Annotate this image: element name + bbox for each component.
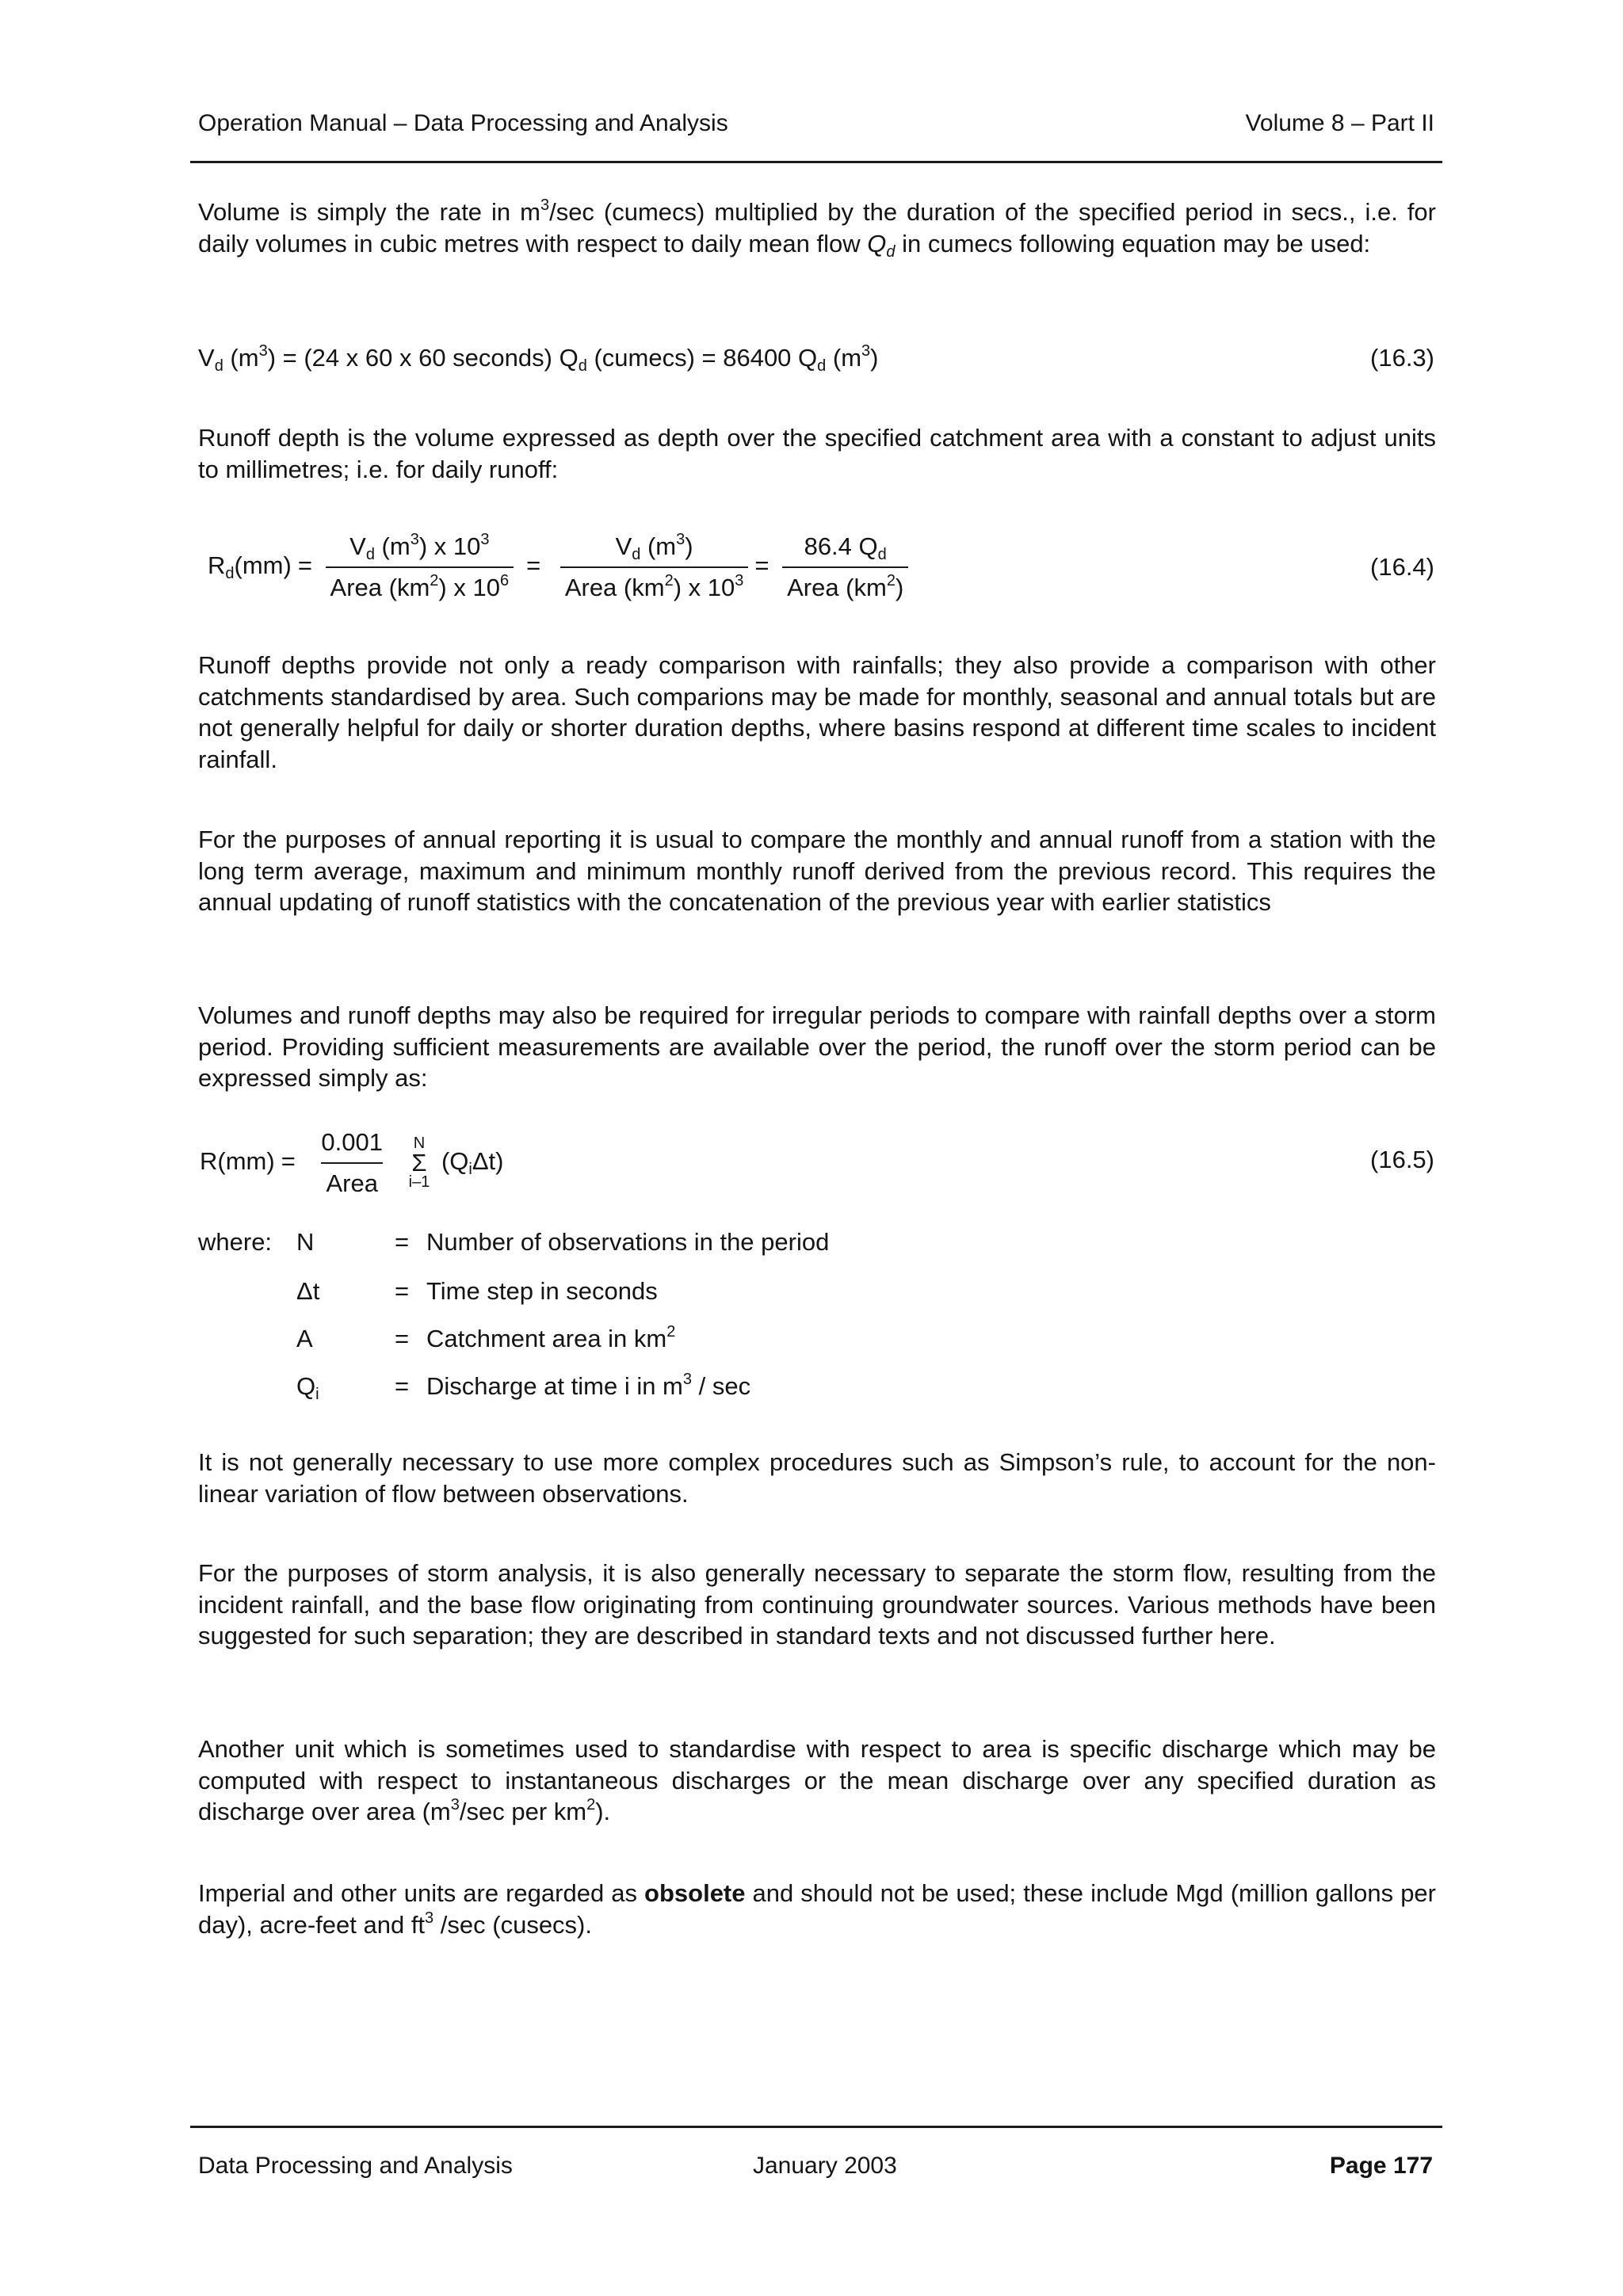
equation-16-3: $V_d$ $(m^3) = (24$ x 60 x 60 seconds) $Q_d$ (cumecs) = 86400 $Q_d$ $(m^3)$ (198, 342, 879, 375)
equation-number-16-3: (16.3) (1370, 344, 1434, 372)
where-equals: = (395, 1372, 410, 1400)
paragraph-runoff-comparison: Runoff depths provide not only a ready comparison with rainfalls; they also provide a comparison with other catchments standardised by area. Such comparions may be made for monthly, seasonal and annual totals but are not generally helpful for daily or shorter duration depths, where basins respond at different time scales to incident rainfall. (198, 651, 1436, 773)
paragraph-annual-reporting: For the purposes of annual reporting it is usual to compare the monthly and annual runoff from a station with the long term average, maximum and minimum monthly runoff derived from the previous record. This requires the annual updating of runoff statistics with the concatenation of the previous year with earlier statistics (198, 826, 1436, 916)
paragraph-runoff-depth: Runoff depth is the volume expressed as depth over the specified catchment area with a constant to adjust units to millimetres; i.e. for daily runoff: (198, 424, 1436, 483)
page-number: Page 177 (1329, 2153, 1433, 2179)
fraction-3: $\frac{86.4 Q_d}{Area (km^2)}$ (782, 531, 908, 604)
where-definition-qi: Discharge at time i in $m^3$ / sec (426, 1371, 751, 1400)
paragraph-simpsons-rule: It is not generally necessary to use more complex procedures such as Simpson’s rule, to account for the non-linear variation of flow between observations. (198, 1448, 1436, 1508)
where-definition-a: Catchment area in $km^2$ (426, 1323, 676, 1352)
equation-16-4: $R_d(mm)$ = $\frac{V_d (m^3) x 10^3}{Area (km^2) x 10^6}$ = $\frac{V_d (m^3)}{Area (km^2) x 10^3}$ = $\frac{86.4 Q_d}{Area (km^2)}$ (208, 531, 908, 604)
paragraph-imperial-units: Imperial and other units are regarded as obsolete and should not be used; these include Mgd (million gallons per day), acre-feet and $ft^3$ /sec (cusecs). (198, 1879, 1436, 1939)
where-equals: = (395, 1277, 410, 1305)
fraction-storm: $\frac{0.001}{\text{Area}}$ (316, 1127, 388, 1199)
fraction-2: $\frac{V_d (m^3)}{Area (km^2) x 10^3}$ (560, 531, 749, 604)
footer-date: January 2003 (753, 2153, 897, 2179)
footer-rule (190, 2126, 1442, 2128)
running-header-right: Volume 8 – Part II (1245, 110, 1434, 136)
where-equals: = (395, 1325, 410, 1352)
fraction-1: $\frac{V_d (m^3) x 10^3}{Area (km^2) x 10^6}$ (326, 531, 514, 604)
equation-number-16-5: (16.5) (1370, 1146, 1434, 1173)
where-label: where: (198, 1228, 273, 1256)
eq-lhs: $R_d(mm)$ (208, 551, 292, 583)
paragraph-specific-discharge: Another unit which is sometimes used to standardise with respect to area is specific discharge which may be computed with respect to instantaneous discharges or the mean discharge over any specified duration as discharge over area ($m^3/\sec$ per $km^2$). (198, 1735, 1436, 1825)
where-symbol-a: A (296, 1325, 313, 1352)
paragraph-volume: Volume is simply the rate in $m^3/\sec$ (cumecs) multiplied by the duration of the specified period in secs., i.e. for daily volumes in cubic metres with respect to daily mean flow $Q_d$ in cumecs following equation may be used: (198, 196, 1436, 261)
equation-number-16-4: (16.4) (1370, 553, 1434, 581)
where-definition-dt: Time step in seconds (426, 1277, 658, 1305)
where-symbol-qi: $Q_i$ (296, 1372, 319, 1403)
equation-16-5: R(mm) = $\frac{0.001}{\text{Area}}$ N Σ i–1 $(Q_i\Delta t)$ (200, 1127, 504, 1199)
where-equals: = (395, 1228, 410, 1256)
where-definition-n: Number of observations in the period (426, 1228, 830, 1256)
where-symbol-dt: Δt (296, 1277, 320, 1305)
summation-sign: N Σ i–1 (408, 1135, 430, 1191)
running-header-left: Operation Manual – Data Processing and Analysis (198, 110, 728, 136)
footer-left: Data Processing and Analysis (198, 2153, 513, 2179)
header-rule (190, 161, 1442, 163)
where-symbol-n: N (296, 1228, 315, 1256)
paragraph-storm-analysis: For the purposes of storm analysis, it is also generally necessary to separate the storm flow, resulting from the incident rainfall, and the base flow originating from continuing groundwater sources. Various methods have been suggested for such separation; they are described in standard texts and not discussed further here. (198, 1559, 1436, 1650)
paragraph-irregular-periods: Volumes and runoff depths may also be required for irregular periods to compare with rainfall depths over a storm period. Providing sufficient measurements are available over the period, the runoff over the storm period can be expressed simply as: (198, 1001, 1436, 1092)
